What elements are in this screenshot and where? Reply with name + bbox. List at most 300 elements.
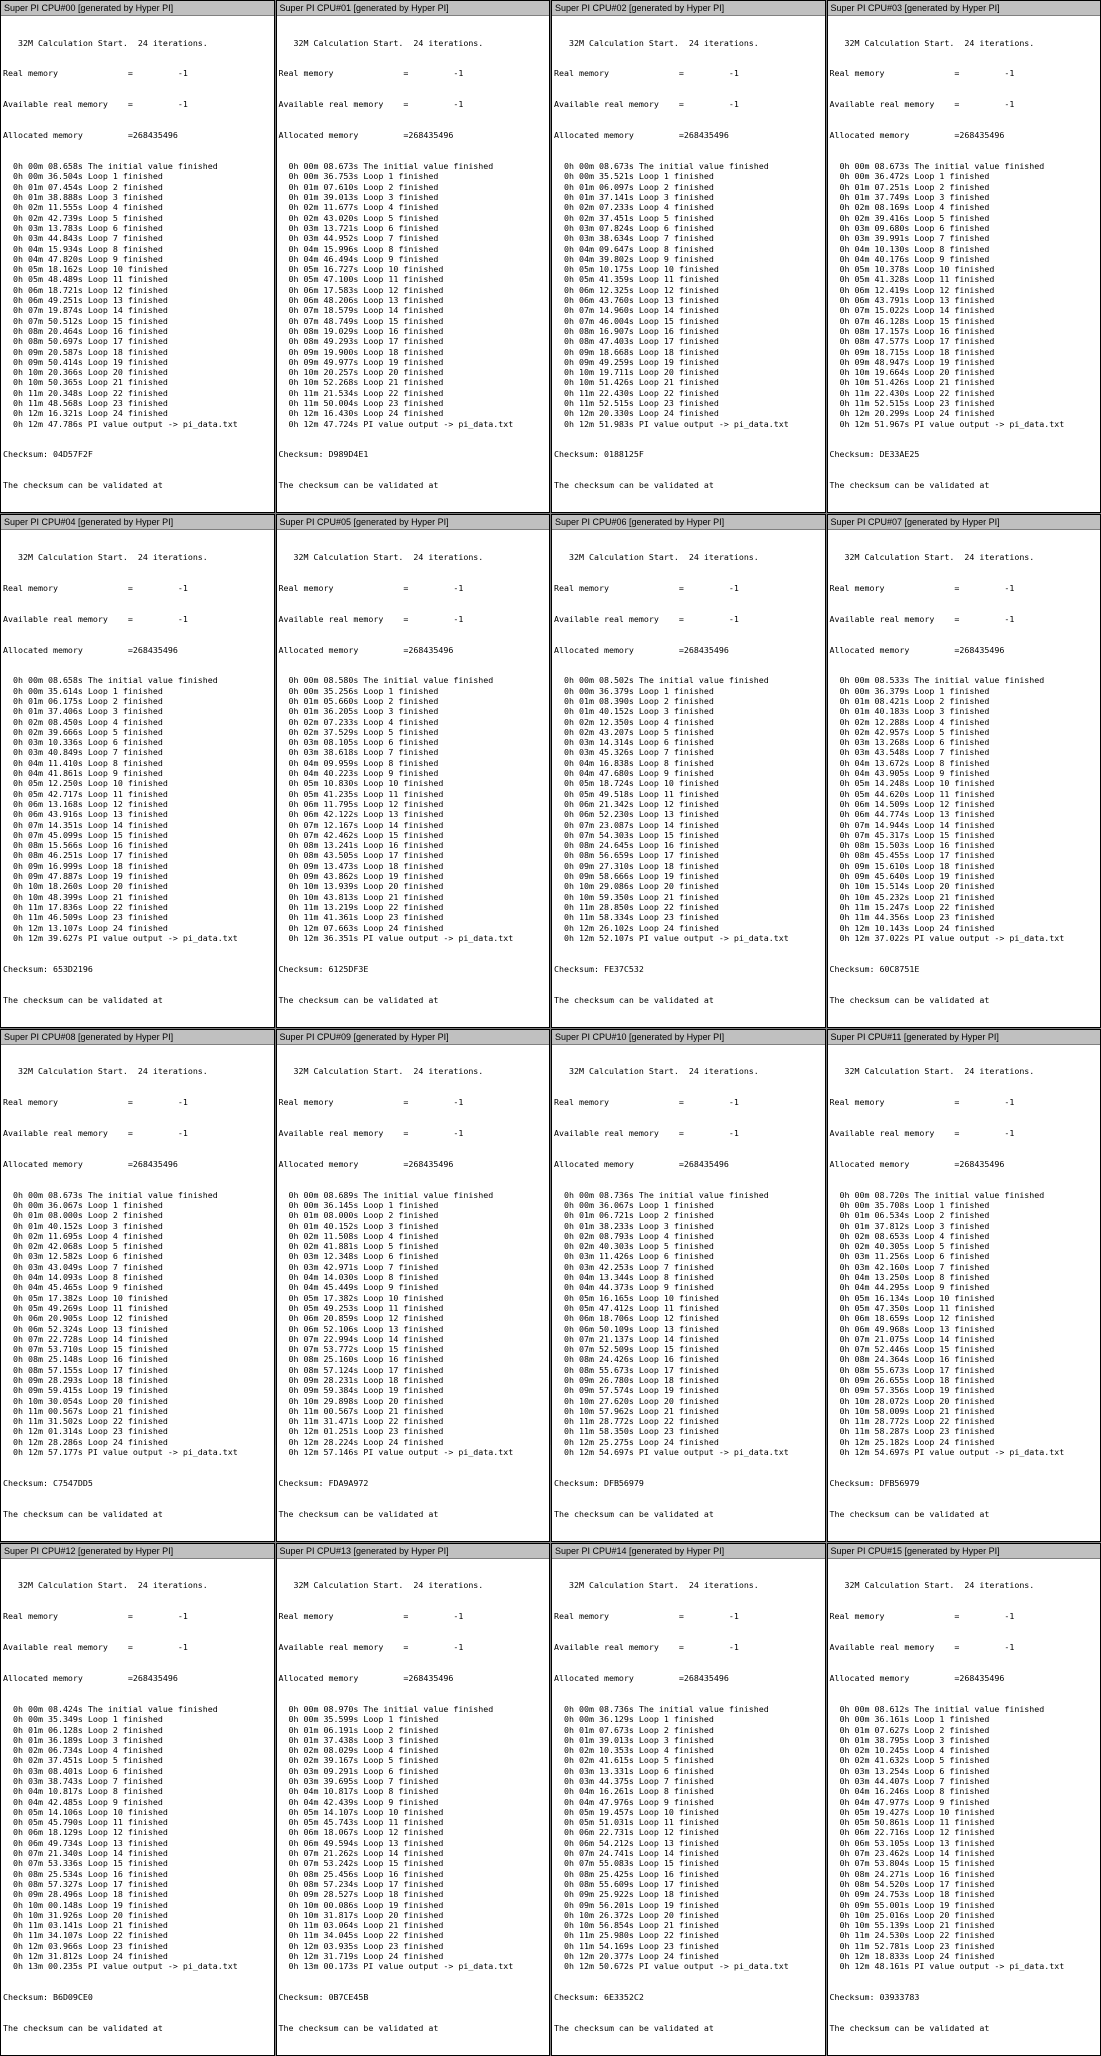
- loop-line: 0h 02m 43.020s Loop 5 finished: [279, 213, 548, 223]
- header-lines: [554, 1560, 823, 1704]
- superpi-window-cpu00[interactable]: [0, 0, 275, 513]
- loop-line: 0h 05m 47.100s Loop 11 finished: [279, 274, 548, 284]
- pi-output-line: 0h 12m 48.161s PI value output -> pi_data.txt: [830, 1961, 1099, 1971]
- loop-line: 0h 11m 20.348s Loop 22 finished: [3, 388, 272, 398]
- footer: [830, 1972, 1099, 2055]
- loop-line: 0h 02m 10.353s Loop 4 finished: [554, 1745, 823, 1755]
- checksum-line: Checksum: 653D2196: [3, 964, 272, 974]
- calc-start-line: 32M Calculation Start. 24 iterations.: [3, 1580, 272, 1590]
- allocated-memory-line: Allocated memory =268435496: [3, 645, 272, 655]
- loop-line: 0h 07m 53.336s Loop 15 finished: [3, 1858, 272, 1868]
- loop-line: 0h 07m 52.509s Loop 15 finished: [554, 1344, 823, 1354]
- loop-line: 0h 00m 36.129s Loop 1 finished: [554, 1714, 823, 1724]
- available-memory-line: Available real memory = -1: [554, 99, 823, 109]
- loop-line: 0h 00m 36.379s Loop 1 finished: [554, 686, 823, 696]
- loop-line: 0h 08m 24.426s Loop 16 finished: [554, 1354, 823, 1364]
- window-titlebar[interactable]: Super PI CPU#02 [generated by Hyper PI]: [552, 1, 825, 16]
- loop-line: 0h 02m 12.350s Loop 4 finished: [554, 717, 823, 727]
- loop-line: 0h 05m 49.518s Loop 11 finished: [554, 789, 823, 799]
- loop-line: 0h 12m 01.251s Loop 23 finished: [279, 1426, 548, 1436]
- loop-line: 0h 03m 44.407s Loop 7 finished: [830, 1776, 1099, 1786]
- console-output: [277, 1045, 550, 1541]
- loop-line: 0h 10m 27.620s Loop 20 finished: [554, 1396, 823, 1406]
- pi-output-line: 0h 12m 54.697s PI value output -> pi_data.txt: [554, 1447, 823, 1457]
- window-titlebar[interactable]: Super PI CPU#04 [generated by Hyper PI]: [1, 515, 274, 530]
- loop-log: [830, 675, 1099, 943]
- loop-line: 0h 11m 34.107s Loop 22 finished: [3, 1930, 272, 1940]
- loop-line: 0h 05m 14.107s Loop 10 finished: [279, 1807, 548, 1817]
- available-memory-line: Available real memory = -1: [554, 1128, 823, 1138]
- loop-line: 0h 08m 54.520s Loop 17 finished: [830, 1879, 1099, 1889]
- loop-line: 0h 12m 10.143s Loop 24 finished: [830, 923, 1099, 933]
- loop-line: 0h 01m 07.627s Loop 2 finished: [830, 1725, 1099, 1735]
- loop-line: 0h 04m 45.465s Loop 9 finished: [3, 1282, 272, 1292]
- loop-line: 0h 04m 10.130s Loop 8 finished: [830, 244, 1099, 254]
- loop-line: 0h 03m 38.743s Loop 7 finished: [3, 1776, 272, 1786]
- real-memory-line: Real memory = -1: [279, 583, 548, 593]
- loop-line: 0h 05m 49.269s Loop 11 finished: [3, 1303, 272, 1313]
- real-memory-line: Real memory = -1: [554, 1611, 823, 1621]
- loop-line: 0h 12m 03.935s Loop 23 finished: [279, 1941, 548, 1951]
- loop-line: 0h 11m 46.509s Loop 23 finished: [3, 912, 272, 922]
- footer: [830, 1457, 1099, 1540]
- window-titlebar[interactable]: Super PI CPU#11 [generated by Hyper PI]: [828, 1030, 1101, 1045]
- loop-line: 0h 03m 42.971s Loop 7 finished: [279, 1262, 548, 1272]
- validate-line: The checksum can be validated at: [830, 480, 1099, 490]
- loop-line: 0h 02m 11.677s Loop 4 finished: [279, 202, 548, 212]
- header-lines: [3, 17, 272, 161]
- loop-line: 0h 06m 18.067s Loop 12 finished: [279, 1827, 548, 1837]
- initial-value-line: 0h 00m 08.673s The initial value finished: [279, 161, 548, 171]
- loop-log: [554, 1190, 823, 1458]
- console-output: [277, 530, 550, 1026]
- loop-line: 0h 04m 13.250s Loop 8 finished: [830, 1272, 1099, 1282]
- loop-line: 0h 07m 21.137s Loop 14 finished: [554, 1334, 823, 1344]
- loop-line: 0h 09m 28.527s Loop 18 finished: [279, 1889, 548, 1899]
- loop-line: 0h 01m 07.673s Loop 2 finished: [554, 1725, 823, 1735]
- loop-log: [3, 1190, 272, 1458]
- loop-line: 0h 03m 43.049s Loop 7 finished: [3, 1262, 272, 1272]
- loop-line: 0h 11m 24.530s Loop 22 finished: [830, 1930, 1099, 1940]
- loop-line: 0h 04m 41.861s Loop 9 finished: [3, 768, 272, 778]
- loop-line: 0h 11m 17.836s Loop 22 finished: [3, 902, 272, 912]
- pi-output-line: 0h 12m 57.177s PI value output -> pi_data.txt: [3, 1447, 272, 1457]
- loop-line: 0h 01m 06.721s Loop 2 finished: [554, 1210, 823, 1220]
- loop-line: 0h 01m 08.421s Loop 2 finished: [830, 696, 1099, 706]
- loop-line: 0h 10m 48.399s Loop 21 finished: [3, 892, 272, 902]
- pi-output-line: 0h 12m 47.724s PI value output -> pi_data.txt: [279, 419, 548, 429]
- loop-line: 0h 04m 43.905s Loop 9 finished: [830, 768, 1099, 778]
- loop-line: 0h 09m 59.415s Loop 19 finished: [3, 1385, 272, 1395]
- loop-line: 0h 00m 35.349s Loop 1 finished: [3, 1714, 272, 1724]
- loop-line: 0h 03m 07.824s Loop 6 finished: [554, 223, 823, 233]
- pi-output-line: 0h 12m 36.351s PI value output -> pi_data.txt: [279, 933, 548, 943]
- loop-line: 0h 08m 47.577s Loop 17 finished: [830, 336, 1099, 346]
- loop-line: 0h 03m 39.695s Loop 7 finished: [279, 1776, 548, 1786]
- loop-line: 0h 04m 44.295s Loop 9 finished: [830, 1282, 1099, 1292]
- loop-line: 0h 05m 16.134s Loop 10 finished: [830, 1293, 1099, 1303]
- initial-value-line: 0h 00m 08.533s The initial value finished: [830, 675, 1099, 685]
- pi-output-line: 0h 12m 51.983s PI value output -> pi_data.txt: [554, 419, 823, 429]
- loop-line: 0h 07m 14.351s Loop 14 finished: [3, 820, 272, 830]
- loop-line: 0h 04m 14.093s Loop 8 finished: [3, 1272, 272, 1282]
- window-titlebar[interactable]: Super PI CPU#00 [generated by Hyper PI]: [1, 1, 274, 16]
- loop-line: 0h 08m 24.271s Loop 16 finished: [830, 1869, 1099, 1879]
- pi-output-line: 0h 12m 51.967s PI value output -> pi_data.txt: [830, 419, 1099, 429]
- loop-line: 0h 02m 37.529s Loop 5 finished: [279, 727, 548, 737]
- loop-line: 0h 02m 41.881s Loop 5 finished: [279, 1241, 548, 1251]
- loop-log: [3, 1704, 272, 1972]
- loop-line: 0h 08m 46.251s Loop 17 finished: [3, 850, 272, 860]
- real-memory-line: Real memory = -1: [279, 1611, 548, 1621]
- loop-log: [830, 161, 1099, 429]
- loop-line: 0h 07m 18.579s Loop 14 finished: [279, 305, 548, 315]
- footer: [830, 943, 1099, 1026]
- loop-line: 0h 11m 28.772s Loop 22 finished: [830, 1416, 1099, 1426]
- loop-line: 0h 04m 40.223s Loop 9 finished: [279, 768, 548, 778]
- footer: [554, 429, 823, 512]
- loop-line: 0h 10m 00.086s Loop 19 finished: [279, 1900, 548, 1910]
- loop-line: 0h 06m 14.509s Loop 12 finished: [830, 799, 1099, 809]
- loop-line: 0h 06m 50.109s Loop 13 finished: [554, 1324, 823, 1334]
- loop-log: [830, 1704, 1099, 1972]
- loop-line: 0h 09m 26.655s Loop 18 finished: [830, 1375, 1099, 1385]
- superpi-window-cpu10[interactable]: [551, 1029, 826, 1542]
- loop-line: 0h 11m 34.045s Loop 22 finished: [279, 1930, 548, 1940]
- loop-line: 0h 06m 22.716s Loop 12 finished: [830, 1827, 1099, 1837]
- window-titlebar[interactable]: Super PI CPU#01 [generated by Hyper PI]: [277, 1, 550, 16]
- loop-line: 0h 11m 44.356s Loop 23 finished: [830, 912, 1099, 922]
- loop-line: 0h 01m 38.888s Loop 3 finished: [3, 192, 272, 202]
- window-titlebar[interactable]: Super PI CPU#12 [generated by Hyper PI]: [1, 1544, 274, 1559]
- superpi-window-cpu05[interactable]: [276, 514, 551, 1027]
- initial-value-line: 0h 00m 08.580s The initial value finished: [279, 675, 548, 685]
- loop-line: 0h 06m 49.734s Loop 13 finished: [3, 1838, 272, 1848]
- loop-log: [279, 675, 548, 943]
- superpi-window-cpu04[interactable]: [0, 514, 275, 1027]
- loop-line: 0h 08m 55.609s Loop 17 finished: [554, 1879, 823, 1889]
- available-memory-line: Available real memory = -1: [279, 1128, 548, 1138]
- calc-start-line: 32M Calculation Start. 24 iterations.: [279, 1580, 548, 1590]
- calc-start-line: 32M Calculation Start. 24 iterations.: [279, 1066, 548, 1076]
- loop-line: 0h 10m 51.426s Loop 21 finished: [554, 377, 823, 387]
- window-titlebar[interactable]: Super PI CPU#08 [generated by Hyper PI]: [1, 1030, 274, 1045]
- checksum-line: Checksum: 60C8751E: [830, 964, 1099, 974]
- loop-line: 0h 07m 45.099s Loop 15 finished: [3, 830, 272, 840]
- validate-line: The checksum can be validated at: [3, 995, 272, 1005]
- loop-line: 0h 10m 29.086s Loop 20 finished: [554, 881, 823, 891]
- loop-line: 0h 03m 13.331s Loop 6 finished: [554, 1766, 823, 1776]
- loop-line: 0h 04m 40.176s Loop 9 finished: [830, 254, 1099, 264]
- loop-line: 0h 02m 08.029s Loop 4 finished: [279, 1745, 548, 1755]
- console-output: [828, 1559, 1101, 2055]
- initial-value-line: 0h 00m 08.658s The initial value finished: [3, 161, 272, 171]
- real-memory-line: Real memory = -1: [3, 1097, 272, 1107]
- loop-line: 0h 09m 57.574s Loop 19 finished: [554, 1385, 823, 1395]
- loop-line: 0h 05m 14.248s Loop 10 finished: [830, 778, 1099, 788]
- loop-line: 0h 09m 58.666s Loop 19 finished: [554, 871, 823, 881]
- loop-line: 0h 08m 15.503s Loop 16 finished: [830, 840, 1099, 850]
- loop-line: 0h 04m 15.996s Loop 8 finished: [279, 244, 548, 254]
- loop-line: 0h 05m 47.350s Loop 11 finished: [830, 1303, 1099, 1313]
- header-lines: [830, 531, 1099, 675]
- loop-line: 0h 04m 10.817s Loop 8 finished: [3, 1786, 272, 1796]
- footer: [279, 1972, 548, 2055]
- window-titlebar[interactable]: Super PI CPU#15 [generated by Hyper PI]: [828, 1544, 1101, 1559]
- loop-line: 0h 06m 49.594s Loop 13 finished: [279, 1838, 548, 1848]
- footer: [830, 429, 1099, 512]
- window-titlebar[interactable]: Super PI CPU#13 [generated by Hyper PI]: [277, 1544, 550, 1559]
- superpi-window-cpu09[interactable]: [276, 1029, 551, 1542]
- superpi-window-cpu03[interactable]: [827, 0, 1101, 513]
- loop-line: 0h 03m 11.426s Loop 6 finished: [554, 1251, 823, 1261]
- header-lines: [554, 1046, 823, 1190]
- console-output: [1, 530, 274, 1026]
- pi-output-line: 0h 12m 47.786s PI value output -> pi_data.txt: [3, 419, 272, 429]
- loop-line: 0h 04m 47.680s Loop 9 finished: [554, 768, 823, 778]
- pi-output-line: 0h 13m 00.173s PI value output -> pi_data.txt: [279, 1961, 548, 1971]
- loop-line: 0h 10m 31.817s Loop 20 finished: [279, 1910, 548, 1920]
- window-titlebar[interactable]: Super PI CPU#06 [generated by Hyper PI]: [552, 515, 825, 530]
- loop-line: 0h 09m 26.780s Loop 18 finished: [554, 1375, 823, 1385]
- loop-log: [830, 1190, 1099, 1458]
- loop-line: 0h 06m 52.106s Loop 13 finished: [279, 1324, 548, 1334]
- loop-line: 0h 02m 39.416s Loop 5 finished: [830, 213, 1099, 223]
- loop-line: 0h 03m 45.326s Loop 7 finished: [554, 747, 823, 757]
- loop-line: 0h 03m 10.336s Loop 6 finished: [3, 737, 272, 747]
- loop-line: 0h 10m 56.854s Loop 21 finished: [554, 1920, 823, 1930]
- loop-line: 0h 01m 08.000s Loop 2 finished: [3, 1210, 272, 1220]
- window-titlebar[interactable]: Super PI CPU#03 [generated by Hyper PI]: [828, 1, 1101, 16]
- allocated-memory-line: Allocated memory =268435496: [279, 645, 548, 655]
- validate-line: The checksum can be validated at: [279, 1509, 548, 1519]
- loop-line: 0h 11m 13.219s Loop 22 finished: [279, 902, 548, 912]
- loop-line: 0h 03m 13.783s Loop 6 finished: [3, 223, 272, 233]
- loop-line: 0h 10m 00.148s Loop 19 finished: [3, 1900, 272, 1910]
- loop-line: 0h 01m 05.660s Loop 2 finished: [279, 696, 548, 706]
- loop-line: 0h 09m 48.947s Loop 19 finished: [830, 357, 1099, 367]
- loop-line: 0h 03m 08.105s Loop 6 finished: [279, 737, 548, 747]
- header-lines: [830, 1560, 1099, 1704]
- loop-line: 0h 10m 20.366s Loop 20 finished: [3, 367, 272, 377]
- superpi-window-cpu07[interactable]: [827, 514, 1101, 1027]
- loop-line: 0h 05m 19.457s Loop 10 finished: [554, 1807, 823, 1817]
- loop-line: 0h 02m 11.555s Loop 4 finished: [3, 202, 272, 212]
- loop-line: 0h 03m 42.160s Loop 7 finished: [830, 1262, 1099, 1272]
- loop-line: 0h 02m 37.451s Loop 5 finished: [3, 1755, 272, 1765]
- loop-line: 0h 07m 14.960s Loop 14 finished: [554, 305, 823, 315]
- validate-line: The checksum can be validated at: [830, 2023, 1099, 2033]
- loop-line: 0h 08m 19.029s Loop 16 finished: [279, 326, 548, 336]
- loop-line: 0h 02m 11.508s Loop 4 finished: [279, 1231, 548, 1241]
- loop-line: 0h 06m 22.731s Loop 12 finished: [554, 1827, 823, 1837]
- available-memory-line: Available real memory = -1: [3, 1642, 272, 1652]
- window-titlebar[interactable]: Super PI CPU#09 [generated by Hyper PI]: [277, 1030, 550, 1045]
- loop-line: 0h 06m 12.325s Loop 12 finished: [554, 285, 823, 295]
- loop-line: 0h 04m 11.410s Loop 8 finished: [3, 758, 272, 768]
- loop-line: 0h 07m 45.317s Loop 15 finished: [830, 830, 1099, 840]
- loop-line: 0h 10m 43.813s Loop 21 finished: [279, 892, 548, 902]
- loop-line: 0h 05m 18.162s Loop 10 finished: [3, 264, 272, 274]
- loop-line: 0h 11m 52.515s Loop 23 finished: [554, 398, 823, 408]
- superpi-window-cpu08[interactable]: [0, 1029, 275, 1542]
- initial-value-line: 0h 00m 08.689s The initial value finished: [279, 1190, 548, 1200]
- loop-log: [554, 1704, 823, 1972]
- loop-log: [279, 161, 548, 429]
- loop-line: 0h 11m 58.334s Loop 23 finished: [554, 912, 823, 922]
- loop-line: 0h 09m 49.259s Loop 19 finished: [554, 357, 823, 367]
- loop-line: 0h 04m 14.030s Loop 8 finished: [279, 1272, 548, 1282]
- loop-line: 0h 10m 30.054s Loop 20 finished: [3, 1396, 272, 1406]
- loop-line: 0h 00m 36.161s Loop 1 finished: [830, 1714, 1099, 1724]
- allocated-memory-line: Allocated memory =268435496: [830, 645, 1099, 655]
- loop-line: 0h 07m 22.994s Loop 14 finished: [279, 1334, 548, 1344]
- loop-line: 0h 11m 58.287s Loop 23 finished: [830, 1426, 1099, 1436]
- superpi-window-cpu14[interactable]: [551, 1543, 826, 2056]
- loop-line: 0h 01m 40.183s Loop 3 finished: [830, 706, 1099, 716]
- loop-log: [279, 1190, 548, 1458]
- window-titlebar[interactable]: Super PI CPU#07 [generated by Hyper PI]: [828, 515, 1101, 530]
- pi-output-line: 0h 12m 37.022s PI value output -> pi_data.txt: [830, 933, 1099, 943]
- console-output: [552, 530, 825, 1026]
- superpi-window-cpu01[interactable]: [276, 0, 551, 513]
- loop-line: 0h 06m 12.419s Loop 12 finished: [830, 285, 1099, 295]
- loop-line: 0h 06m 53.105s Loop 13 finished: [830, 1838, 1099, 1848]
- validate-line: The checksum can be validated at: [830, 1509, 1099, 1519]
- superpi-window-cpu12[interactable]: [0, 1543, 275, 2056]
- loop-line: 0h 06m 54.212s Loop 13 finished: [554, 1838, 823, 1848]
- loop-line: 0h 10m 26.372s Loop 20 finished: [554, 1910, 823, 1920]
- loop-line: 0h 09m 28.231s Loop 18 finished: [279, 1375, 548, 1385]
- loop-line: 0h 08m 25.160s Loop 16 finished: [279, 1354, 548, 1364]
- loop-log: [279, 1704, 548, 1972]
- loop-line: 0h 10m 51.426s Loop 21 finished: [830, 377, 1099, 387]
- loop-line: 0h 11m 31.502s Loop 22 finished: [3, 1416, 272, 1426]
- loop-line: 0h 06m 43.791s Loop 13 finished: [830, 295, 1099, 305]
- loop-line: 0h 08m 57.155s Loop 17 finished: [3, 1365, 272, 1375]
- superpi-window-cpu06[interactable]: [551, 514, 826, 1027]
- window-titlebar[interactable]: Super PI CPU#05 [generated by Hyper PI]: [277, 515, 550, 530]
- loop-line: 0h 04m 09.647s Loop 8 finished: [554, 244, 823, 254]
- initial-value-line: 0h 00m 08.673s The initial value finished: [3, 1190, 272, 1200]
- loop-line: 0h 11m 52.515s Loop 23 finished: [830, 398, 1099, 408]
- loop-line: 0h 09m 50.414s Loop 19 finished: [3, 357, 272, 367]
- loop-line: 0h 08m 17.157s Loop 16 finished: [830, 326, 1099, 336]
- loop-line: 0h 10m 19.711s Loop 20 finished: [554, 367, 823, 377]
- validate-line: The checksum can be validated at: [554, 1509, 823, 1519]
- superpi-window-cpu11[interactable]: [827, 1029, 1101, 1542]
- loop-line: 0h 01m 36.205s Loop 3 finished: [279, 706, 548, 716]
- loop-line: 0h 02m 06.734s Loop 4 finished: [3, 1745, 272, 1755]
- allocated-memory-line: Allocated memory =268435496: [554, 130, 823, 140]
- loop-line: 0h 11m 03.141s Loop 21 finished: [3, 1920, 272, 1930]
- loop-line: 0h 12m 18.833s Loop 24 finished: [830, 1951, 1099, 1961]
- loop-line: 0h 02m 42.068s Loop 5 finished: [3, 1241, 272, 1251]
- loop-line: 0h 12m 31.719s Loop 24 finished: [279, 1951, 548, 1961]
- loop-line: 0h 10m 18.260s Loop 20 finished: [3, 881, 272, 891]
- loop-line: 0h 01m 39.013s Loop 3 finished: [279, 192, 548, 202]
- allocated-memory-line: Allocated memory =268435496: [279, 130, 548, 140]
- loop-line: 0h 01m 40.152s Loop 3 finished: [3, 1221, 272, 1231]
- calc-start-line: 32M Calculation Start. 24 iterations.: [554, 1066, 823, 1076]
- loop-line: 0h 00m 35.521s Loop 1 finished: [554, 171, 823, 181]
- header-lines: [554, 531, 823, 675]
- loop-line: 0h 00m 36.379s Loop 1 finished: [830, 686, 1099, 696]
- loop-line: 0h 06m 17.583s Loop 12 finished: [279, 285, 548, 295]
- loop-line: 0h 11m 48.568s Loop 23 finished: [3, 398, 272, 408]
- loop-line: 0h 00m 35.256s Loop 1 finished: [279, 686, 548, 696]
- loop-line: 0h 02m 08.169s Loop 4 finished: [830, 202, 1099, 212]
- loop-line: 0h 11m 22.430s Loop 22 finished: [830, 388, 1099, 398]
- checksum-line: Checksum: 03933783: [830, 1992, 1099, 2002]
- loop-line: 0h 07m 21.340s Loop 14 finished: [3, 1848, 272, 1858]
- loop-line: 0h 12m 16.430s Loop 24 finished: [279, 408, 548, 418]
- loop-line: 0h 04m 13.672s Loop 8 finished: [830, 758, 1099, 768]
- loop-line: 0h 11m 58.350s Loop 23 finished: [554, 1426, 823, 1436]
- loop-line: 0h 02m 39.666s Loop 5 finished: [3, 727, 272, 737]
- loop-line: 0h 08m 50.697s Loop 17 finished: [3, 336, 272, 346]
- loop-line: 0h 11m 22.430s Loop 22 finished: [554, 388, 823, 398]
- console-output: [277, 1559, 550, 2055]
- loop-line: 0h 12m 03.966s Loop 23 finished: [3, 1941, 272, 1951]
- console-output: [1, 16, 274, 512]
- allocated-memory-line: Allocated memory =268435496: [3, 1673, 272, 1683]
- window-titlebar[interactable]: Super PI CPU#14 [generated by Hyper PI]: [552, 1544, 825, 1559]
- loop-line: 0h 05m 42.717s Loop 11 finished: [3, 789, 272, 799]
- console-output: [1, 1559, 274, 2055]
- loop-line: 0h 00m 36.472s Loop 1 finished: [830, 171, 1099, 181]
- loop-line: 0h 03m 13.254s Loop 6 finished: [830, 1766, 1099, 1776]
- loop-line: 0h 06m 18.129s Loop 12 finished: [3, 1827, 272, 1837]
- validate-line: The checksum can be validated at: [279, 995, 548, 1005]
- pi-output-line: 0h 13m 00.235s PI value output -> pi_data.txt: [3, 1961, 272, 1971]
- loop-line: 0h 12m 25.182s Loop 24 finished: [830, 1437, 1099, 1447]
- loop-line: 0h 05m 17.382s Loop 10 finished: [3, 1293, 272, 1303]
- available-memory-line: Available real memory = -1: [3, 99, 272, 109]
- superpi-window-cpu02[interactable]: [551, 0, 826, 513]
- loop-line: 0h 12m 28.286s Loop 24 finished: [3, 1437, 272, 1447]
- loop-line: 0h 08m 55.673s Loop 17 finished: [554, 1365, 823, 1375]
- window-titlebar[interactable]: Super PI CPU#10 [generated by Hyper PI]: [552, 1030, 825, 1045]
- loop-line: 0h 00m 36.067s Loop 1 finished: [3, 1200, 272, 1210]
- loop-line: 0h 11m 52.781s Loop 23 finished: [830, 1941, 1099, 1951]
- real-memory-line: Real memory = -1: [279, 1097, 548, 1107]
- loop-line: 0h 08m 25.425s Loop 16 finished: [554, 1869, 823, 1879]
- loop-line: 0h 02m 42.957s Loop 5 finished: [830, 727, 1099, 737]
- loop-line: 0h 06m 48.206s Loop 13 finished: [279, 295, 548, 305]
- loop-line: 0h 07m 23.087s Loop 14 finished: [554, 820, 823, 830]
- loop-line: 0h 02m 10.245s Loop 4 finished: [830, 1745, 1099, 1755]
- loop-line: 0h 01m 07.251s Loop 2 finished: [830, 182, 1099, 192]
- loop-line: 0h 05m 19.427s Loop 10 finished: [830, 1807, 1099, 1817]
- checksum-line: Checksum: 6125DF3E: [279, 964, 548, 974]
- loop-line: 0h 07m 55.083s Loop 15 finished: [554, 1858, 823, 1868]
- console-output: [828, 530, 1101, 1026]
- loop-line: 0h 01m 40.152s Loop 3 finished: [279, 1221, 548, 1231]
- superpi-window-cpu13[interactable]: [276, 1543, 551, 2056]
- loop-line: 0h 12m 25.275s Loop 24 finished: [554, 1437, 823, 1447]
- loop-line: 0h 04m 47.820s Loop 9 finished: [3, 254, 272, 264]
- loop-line: 0h 07m 22.728s Loop 14 finished: [3, 1334, 272, 1344]
- superpi-window-cpu15[interactable]: [827, 1543, 1101, 2056]
- loop-line: 0h 07m 53.772s Loop 15 finished: [279, 1344, 548, 1354]
- loop-line: 0h 06m 13.168s Loop 12 finished: [3, 799, 272, 809]
- loop-line: 0h 09m 20.587s Loop 18 finished: [3, 347, 272, 357]
- loop-line: 0h 01m 38.233s Loop 3 finished: [554, 1221, 823, 1231]
- pi-output-line: 0h 12m 39.627s PI value output -> pi_data.txt: [3, 933, 272, 943]
- initial-value-line: 0h 00m 08.736s The initial value finished: [554, 1704, 823, 1714]
- loop-line: 0h 09m 13.473s Loop 18 finished: [279, 861, 548, 871]
